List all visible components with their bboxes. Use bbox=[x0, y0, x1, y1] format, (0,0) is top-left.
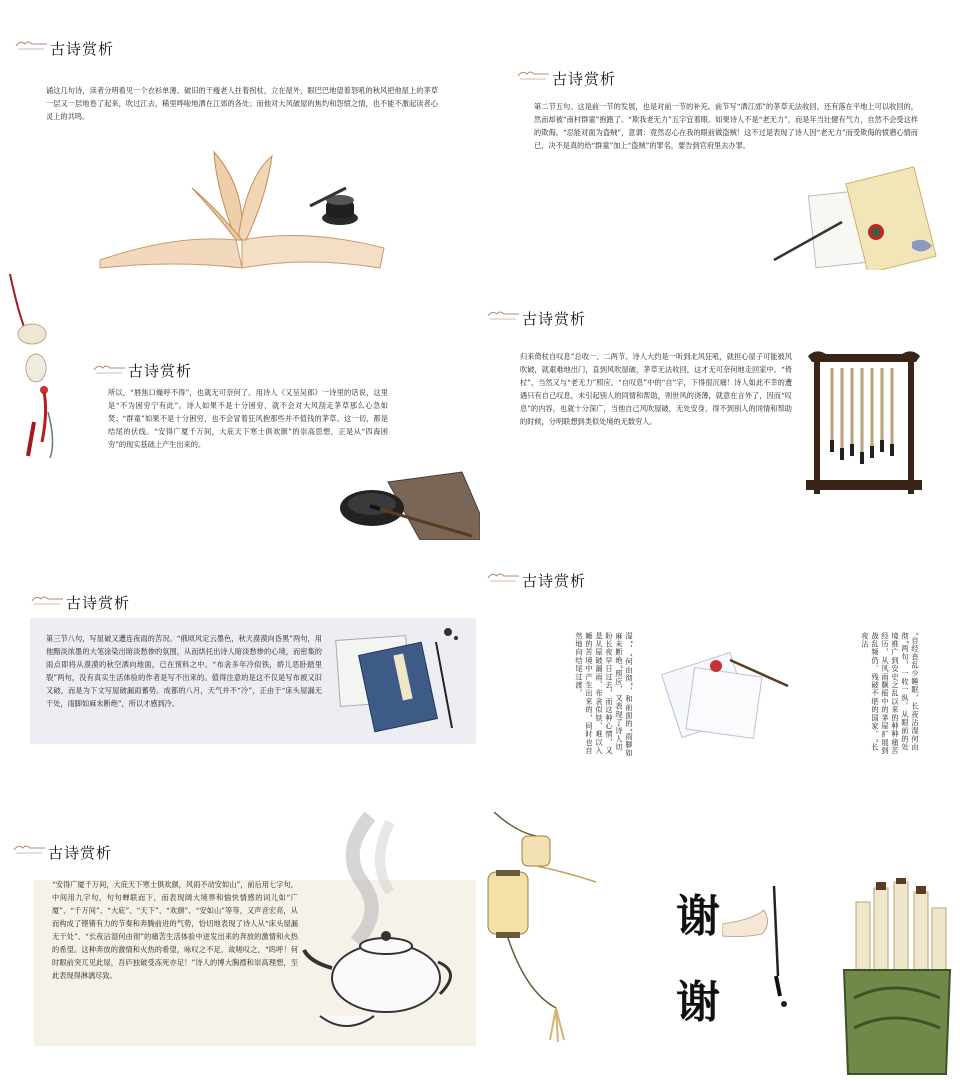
slide-title: 古诗赏析 bbox=[50, 40, 115, 58]
cloud-ornament-icon bbox=[12, 842, 46, 856]
slide-title: 古诗赏析 bbox=[522, 572, 587, 590]
slide-1[interactable] bbox=[0, 0, 480, 270]
slide-body: 归来倚杖自叹息”总收一、二两节。诗人大约是一听到北风狂吼，就担心屋子可能被风吹破，就艰难地出门，直到风吹屋破，茅草无法收回，这才无可奈何地走回家中。“倚杖”，当然又与“老无力”照应。“自叹息”中的“自”字，下得很沉痛！诗人如此不幸的遭遇只有自己叹息，未引起别人的同情和帮助，则世风的浇薄，就意在言外了，因而“叹息”的内容，也就十分深广，当他自己风吹屋破，无处安身，得不到别人的同情和帮助的时候，分明联想到类似处境的无数穷人。 bbox=[520, 352, 792, 426]
cloud-ornament-icon bbox=[516, 68, 550, 82]
slide-title: 古诗赏析 bbox=[522, 310, 587, 328]
slide-3[interactable] bbox=[0, 270, 480, 540]
inkstone-and-brush-icon bbox=[336, 468, 480, 540]
hand-brush-icon bbox=[722, 884, 792, 1010]
thread-bound-book-icon bbox=[332, 624, 462, 742]
scroll-pot-icon bbox=[834, 878, 960, 1080]
cloud-ornament-icon bbox=[92, 362, 126, 376]
slide-6[interactable] bbox=[480, 540, 960, 810]
slide-body: 湿”，“何由彻”，和前面的“雨脚如麻未断绝”照应，又表现了诗人切盼长夜早日过去，而这种心情，又是从屋破漏雨、布衾似铁、难以入睡的苦境中产生出来的，同时也自然地向结尾过渡。 bbox=[575, 632, 634, 758]
slide-title: 古诗赏析 bbox=[552, 70, 617, 88]
cloud-ornament-icon bbox=[486, 570, 520, 584]
paper-and-seal-icon bbox=[660, 642, 792, 750]
slide-title: 古诗赏析 bbox=[128, 362, 193, 380]
slide-7[interactable] bbox=[0, 810, 480, 1080]
slide-body-continued: “自经丧乱少睡眠，长夜沾湿何由彻”两句，一收一纵。从眼前的处境推广到安史之乱以来的种种痛苦经历，从风雨飘摇中的茅屋扩展到战乱频仍、残破不堪的国家。“长夜沾 bbox=[861, 632, 920, 755]
cloud-ornament-icon bbox=[14, 38, 48, 52]
scroll-and-brush-icon bbox=[772, 162, 952, 270]
slide-body: “安得广厦千万间，大庇天下寒士俱欢颜，风雨不动安如山”，前后用七字句，中间用九字句，句句蝉联而下，而表现阔大境界和愉快情感的词儿如“广厦”、“千万间”、“大庇”、“天下”、“欢颜”、“安如山”等等，又声音宏亮，从而构成了铿锵有力的节奏和奔腾前进的气势，恰切地表现了诗人从“床头屋漏无干处”、“长夜沾湿何由彻”的痛苦生活体验中迸发出来的奔放的激情和火热的希望。这种奔放的激情和火热的希望，咏叹之不足，故嗟叹之，“呜呼！何时眼前突兀见此屋，吾庐独破受冻死亦足！”诗人的博大胸襟和崇高理想，至此表现得淋漓尽致。 bbox=[52, 880, 298, 980]
slide-title: 古诗赏析 bbox=[66, 594, 131, 612]
brush-rack-icon bbox=[806, 348, 922, 500]
thanks-char-1: 谢 bbox=[676, 891, 720, 942]
slide-body: 诵这几句诗，读者分明看见一个衣衫单薄、破旧的干瘦老人拄着拐杖，立在屋外，眼巴巴地望着怒吼的秋风把他屋上的茅草一层又一层地卷了起来，吹过江去，稀里哗啦地洒在江郊的各处；而他对大风破屋的焦灼和怨愤之情，也不能不激起读者心灵上的共鸣。 bbox=[46, 86, 438, 121]
slide-2[interactable] bbox=[480, 0, 960, 270]
slide-4[interactable] bbox=[480, 270, 960, 540]
thanks-char-2: 谢 bbox=[676, 977, 720, 1028]
slide-8[interactable] bbox=[480, 810, 960, 1080]
hanging-lantern-icon bbox=[486, 812, 606, 1044]
slide-body: 所以，“唇焦口燥呼不得”，也就无可奈何了。用诗人《又呈吴郎》一诗里的话说，这里是“不为困穷宁有此”。诗人如果不是十分困穷，就不会对大风刮走茅草那么心急如焚；“群童”如果不是十分困穷，也不会冒着狂风抱那些并不值钱的茅草。这一切，都是结尾的伏线。“安得广厦千万间，大庇天下寒士俱欢颜”的崇高思想，正是从“四海困穷”的现实基础上产生出来的。 bbox=[108, 388, 388, 449]
slide-title: 古诗赏析 bbox=[48, 844, 113, 862]
hanging-ornament-icon bbox=[4, 272, 74, 462]
cloud-ornament-icon bbox=[30, 593, 64, 607]
slide-5[interactable] bbox=[0, 540, 480, 810]
teapot-and-steam-icon bbox=[300, 812, 478, 1044]
slide-body: 第三节八句，写屋破又遭连夜雨的苦况。“俄顷风定云墨色，秋天漠漠向昏黑”两句，用他黯淡浓墨的大笔涂染出暗淡愁惨的氛围，从而烘托出诗人暗淡愁惨的心境，而密集的雨点即将从漠漠的秋空洒向地面，已在预料之中。“布衾多年冷似铁，娇儿恶卧踏里裂”两句，没有真实生活体验的作者是写不出来的。值得注意的是这不仅是写布被又旧又破，而是为下文写屋破漏雨蓄势。成都的八月，天气并不“冷”，正由于“床头屋漏无干处，雨脚如麻未断绝”，所以才感到冷。 bbox=[46, 634, 322, 708]
slide-body: 第二节五句。这是前一节的发展，也是对前一节的补充。前节写“洒江郊”的茅草无法收回，还有落在平地上可以收回的，然而却被“南村群童”抱跑了。“欺我老无力”五字宜着眼。如果诗人不是“老无力”，而是年当壮健有气力，自然不会受这样的欺侮。“忍能对面为盗贼”，意谓：竟然忍心在我的眼前做盗贼！这不过是表现了诗人因“老无力”而受欺侮的愤懑心情而已，决不是真的给“群童”加上“盗贼”的罪名，要告到官府里去办罪。 bbox=[534, 102, 918, 150]
open-book-icon bbox=[96, 148, 388, 270]
cloud-ornament-icon bbox=[486, 308, 520, 322]
